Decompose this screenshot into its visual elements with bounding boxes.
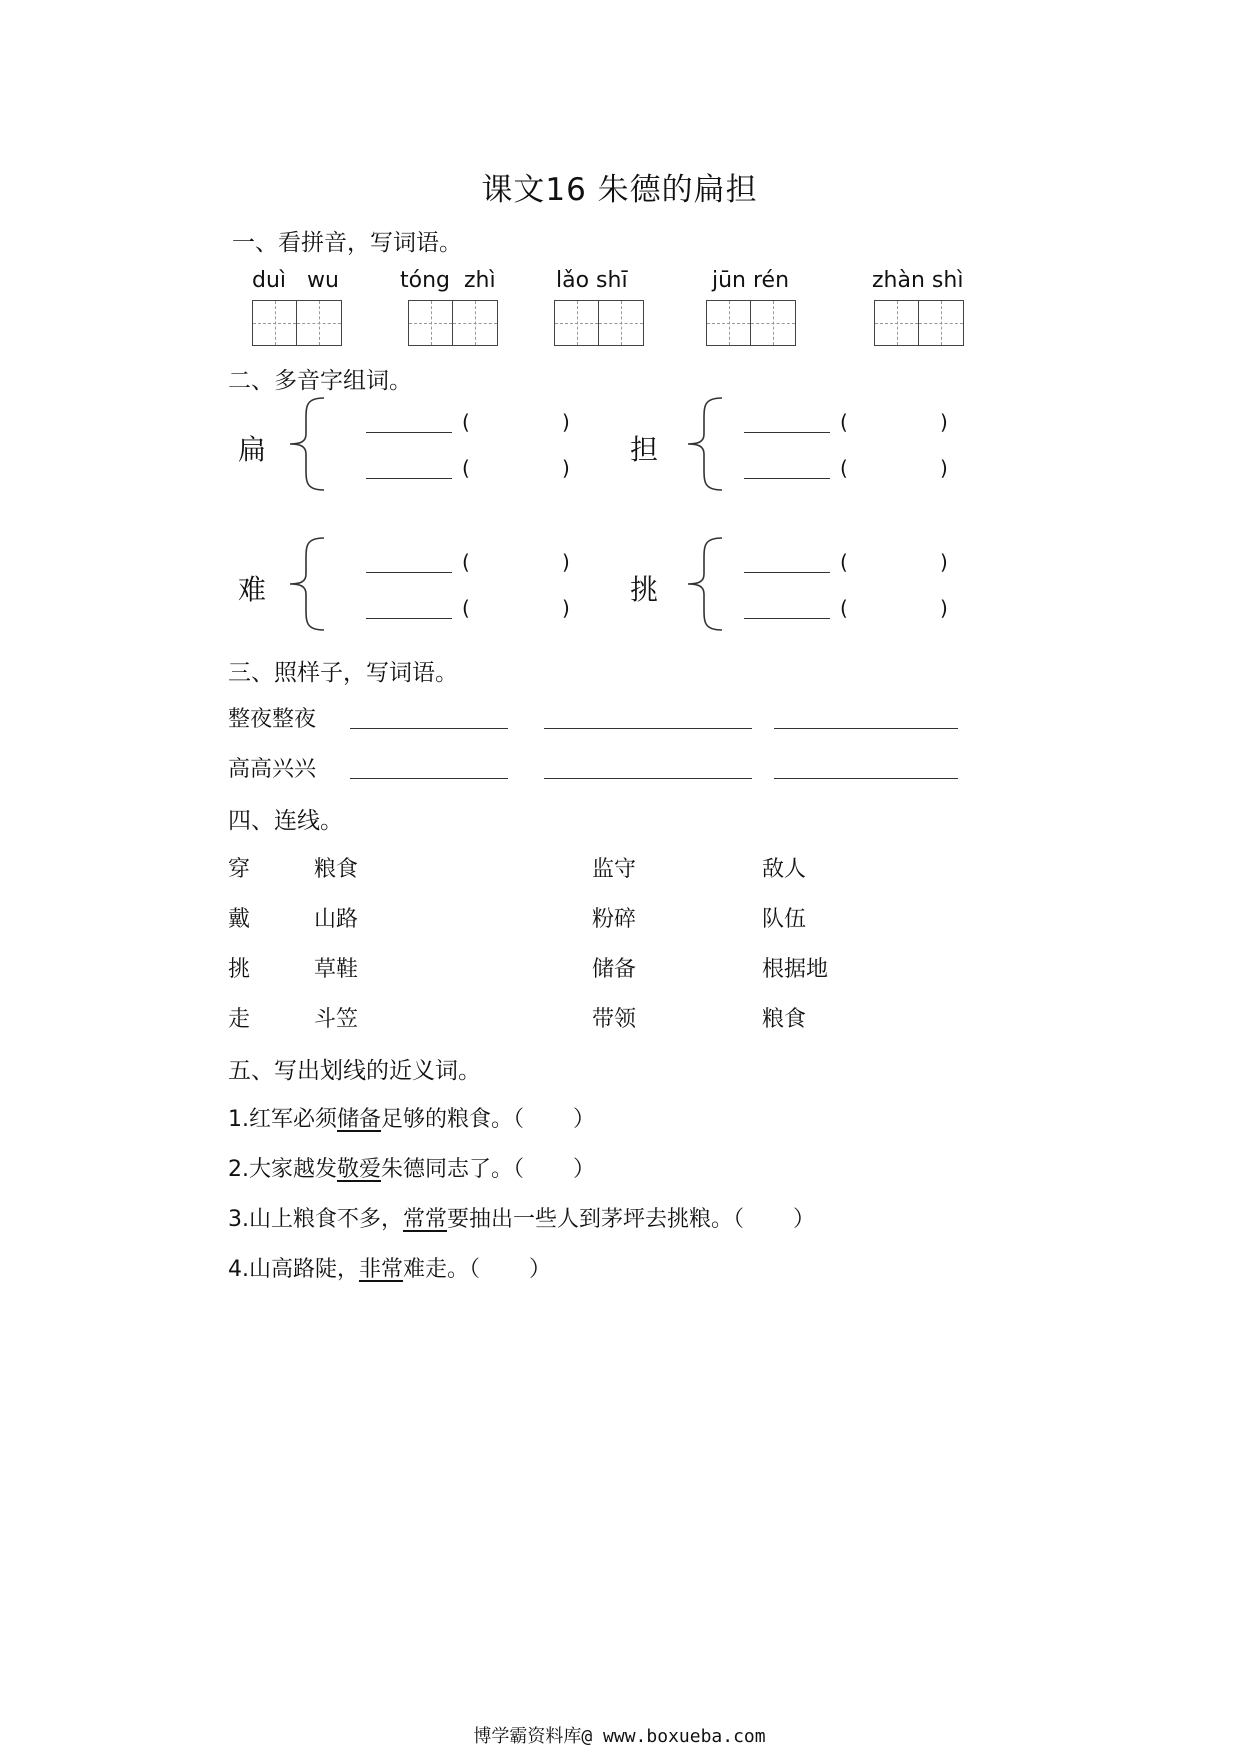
- underlined-word: 非常: [359, 1257, 404, 1282]
- paren-close: ): [562, 596, 570, 620]
- write-box-1[interactable]: [252, 300, 342, 346]
- paren-close: ): [940, 550, 948, 574]
- polyphone-char-4: 挑: [630, 573, 659, 606]
- section-2-heading: 二、多音字组词。: [228, 368, 412, 394]
- answer-line[interactable]: [544, 778, 752, 779]
- blank[interactable]: [744, 432, 830, 433]
- answer-line[interactable]: [350, 778, 508, 779]
- match-left-verb[interactable]: 挑: [228, 957, 251, 982]
- paren-open: (: [462, 596, 470, 620]
- match-left-noun[interactable]: 粮食: [314, 857, 359, 882]
- match-left-verb[interactable]: 穿: [228, 857, 251, 882]
- blank[interactable]: [366, 478, 452, 479]
- paren-close: ): [940, 456, 948, 480]
- match-right-noun[interactable]: 粮食: [762, 1007, 807, 1032]
- paren-open: (: [840, 410, 848, 434]
- paren-open: (: [462, 456, 470, 480]
- brace-3: [288, 536, 328, 632]
- paren-open: (: [462, 550, 470, 574]
- match-left-noun[interactable]: 山路: [314, 907, 359, 932]
- match-right-noun[interactable]: 根据地: [762, 957, 829, 982]
- underlined-word: 常常: [403, 1207, 448, 1232]
- match-right-verb[interactable]: 监守: [592, 857, 637, 882]
- synonym-question-2: 2.大家越发敬爱朱德同志了。（ ）: [228, 1157, 595, 1182]
- blank[interactable]: [744, 478, 830, 479]
- write-box-3[interactable]: [554, 300, 644, 346]
- section-5-heading: 五、写出划线的近义词。: [228, 1058, 481, 1084]
- example-word-2: 高高兴兴: [228, 757, 317, 782]
- paren-open: (: [840, 596, 848, 620]
- section-1-heading: 一、看拼音，写词语。: [232, 230, 462, 256]
- paren-close: ): [562, 410, 570, 434]
- match-left-noun[interactable]: 斗笠: [314, 1007, 359, 1032]
- pinyin-4: jūn rén: [712, 268, 790, 293]
- match-right-verb[interactable]: 储备: [592, 957, 637, 982]
- match-right-noun[interactable]: 敌人: [762, 857, 807, 882]
- paren-close: ): [562, 456, 570, 480]
- pinyin-5: zhàn shì: [872, 268, 964, 293]
- paren-close: ): [940, 596, 948, 620]
- match-left-verb[interactable]: 走: [228, 1007, 251, 1032]
- write-box-2[interactable]: [408, 300, 498, 346]
- section-4-heading: 四、连线。: [228, 808, 343, 834]
- paren-open: (: [840, 550, 848, 574]
- brace-2: [686, 396, 726, 492]
- match-right-verb[interactable]: 粉碎: [592, 907, 637, 932]
- blank[interactable]: [366, 618, 452, 619]
- answer-line[interactable]: [774, 778, 958, 779]
- blank[interactable]: [744, 572, 830, 573]
- write-box-4[interactable]: [706, 300, 796, 346]
- brace-1: [288, 396, 328, 492]
- underlined-word: 敬爱: [337, 1157, 382, 1182]
- pinyin-1: duì wu: [252, 268, 339, 293]
- brace-4: [686, 536, 726, 632]
- answer-line[interactable]: [350, 728, 508, 729]
- match-right-noun[interactable]: 队伍: [762, 907, 807, 932]
- match-right-verb[interactable]: 带领: [592, 1007, 637, 1032]
- polyphone-char-2: 担: [630, 433, 659, 466]
- synonym-question-1: 1.红军必须储备足够的粮食。（ ）: [228, 1107, 595, 1132]
- blank[interactable]: [744, 618, 830, 619]
- paren-close: ): [940, 410, 948, 434]
- synonym-question-4: 4.山高路陡，非常难走。（ ）: [228, 1257, 551, 1282]
- synonym-question-3: 3.山上粮食不多，常常要抽出一些人到茅坪去挑粮。（ ）: [228, 1207, 815, 1232]
- pinyin-3: lǎo shī: [556, 268, 628, 293]
- example-word-1: 整夜整夜: [228, 707, 317, 732]
- paren-close: ): [562, 550, 570, 574]
- polyphone-char-1: 扁: [238, 433, 267, 466]
- answer-line[interactable]: [774, 728, 958, 729]
- page-title: 课文16 朱德的扁担: [481, 172, 758, 208]
- footer-watermark: 博学霸资料库@ www.boxueba.com: [473, 1726, 766, 1747]
- underlined-word: 储备: [337, 1107, 382, 1132]
- answer-line[interactable]: [544, 728, 752, 729]
- polyphone-char-3: 难: [238, 573, 267, 606]
- blank[interactable]: [366, 572, 452, 573]
- match-left-noun[interactable]: 草鞋: [314, 957, 359, 982]
- paren-open: (: [840, 456, 848, 480]
- match-left-verb[interactable]: 戴: [228, 907, 251, 932]
- write-box-5[interactable]: [874, 300, 964, 346]
- pinyin-2: tóng zhì: [400, 268, 496, 293]
- blank[interactable]: [366, 432, 452, 433]
- section-3-heading: 三、照样子，写词语。: [228, 660, 458, 686]
- paren-open: (: [462, 410, 470, 434]
